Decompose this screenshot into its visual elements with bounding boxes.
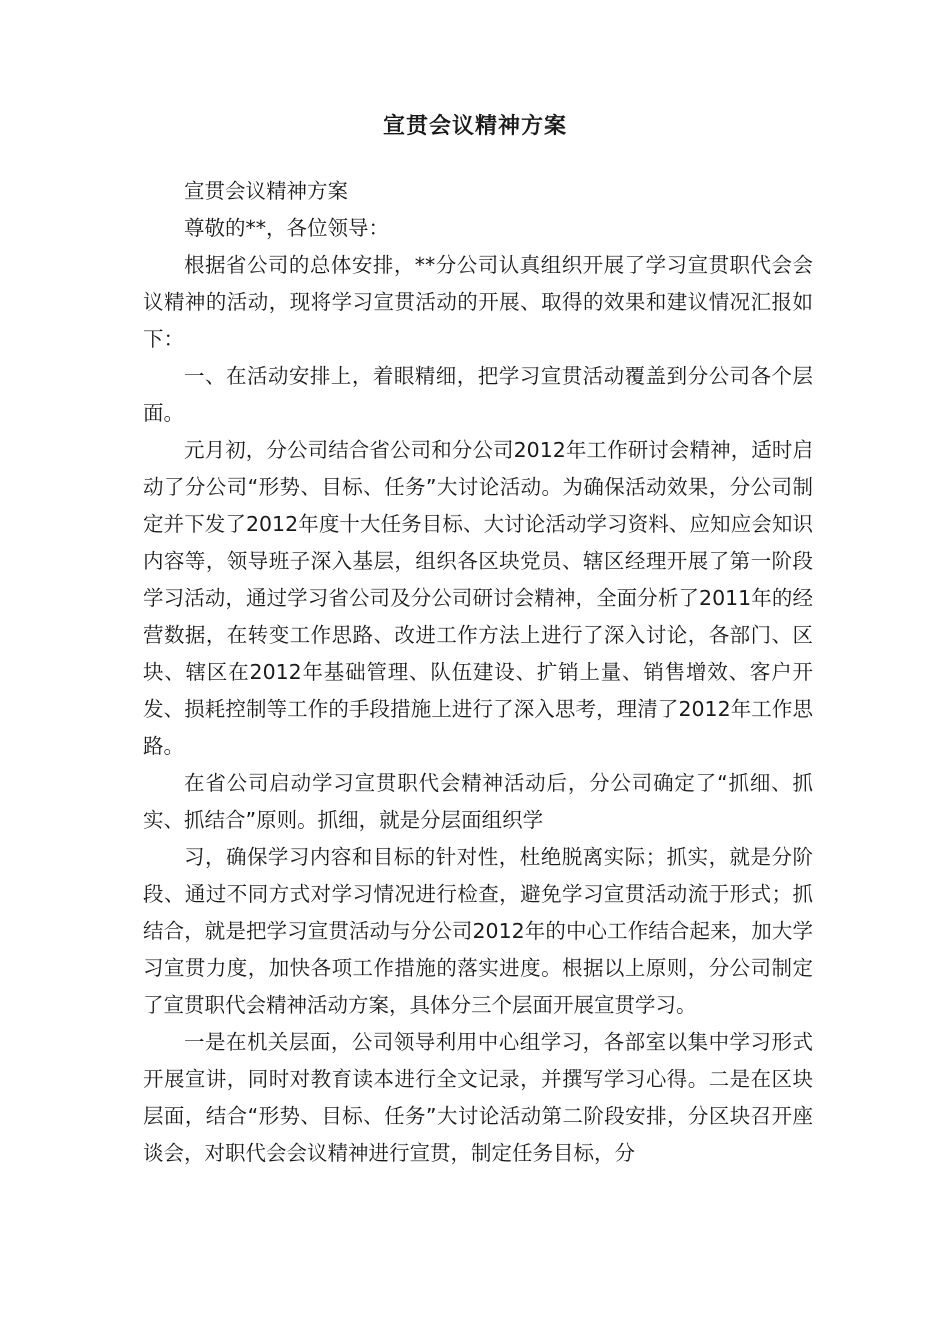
paragraph-levels: 一是在机关层面，公司领导利用中心组学习，各部室以集中学习形式开展宣讲，同时对教育读本进行全文记录，并撰写学习心得。二是在区块层面，结合“形势、目标、任务”大讨论活动第二阶段安排，分区块召开座谈会，对职代会会议精神进行宣贯，制定任务目标，分 [143,1030,813,1165]
paragraph-january-activities: 元月初，分公司结合省公司和分公司2012年工作研讨会精神，适时启动了分公司“形势、目标、任务”大讨论活动。为确保活动效果，分公司制定并下发了2012年度十大任务目标、大讨论活动学习资料、应知应会知识内容等，领导班子深入基层，组织各区块党员、辖区经理开展了第一阶段学习活动，通过学习省公司及分公司研讨会精神，全面分析了2011年的经营数据，在转变工作思路、改进工作方法上进行了深入讨论，各部门、区块、辖区在2012年基础管理、队伍建设、扩销上量、销售增效、客户开发、损耗控制等工作的手段措施上进行了深入思考，理清了2012年工作思路。 [143,438,813,758]
paragraph-principles: 在省公司启动学习宣贯职代会精神活动后，分公司确定了“抓细、抓实、抓结合”原则。抓细，就是分层面组织学 [143,771,813,832]
paragraph-intro: 根据省公司的总体安排，**分公司认真组织开展了学习宣贯职代会会议精神的活动，现将学习宣贯活动的开展、取得的效果和建议情况汇报如下： [143,253,813,351]
paragraph-salutation: 尊敬的**，各位领导： [184,216,389,240]
paragraph-section-one-heading: 一、在活动安排上，着眼精细，把学习宣贯活动覆盖到分公司各个层面。 [143,364,813,425]
document-title: 宣贯会议精神方案 [382,114,567,139]
paragraph-principles-continued: 习，确保学习内容和目标的针对性，杜绝脱离实际；抓实，就是分阶段、通过不同方式对学习情况进行检查，避免学习宣贯活动流于形式；抓结合，就是把学习宣贯活动与分公司2012年的中心工作结合起来，加大学习宣贯力度，加快各项工作措施的落实进度。根据以上原则，分公司制定了宣贯职代会精神活动方案，具体分三个层面开展宣贯学习。 [143,845,813,1017]
document-body [143,173,813,1172]
paragraph-subtitle: 宣贯会议精神方案 [184,179,348,203]
